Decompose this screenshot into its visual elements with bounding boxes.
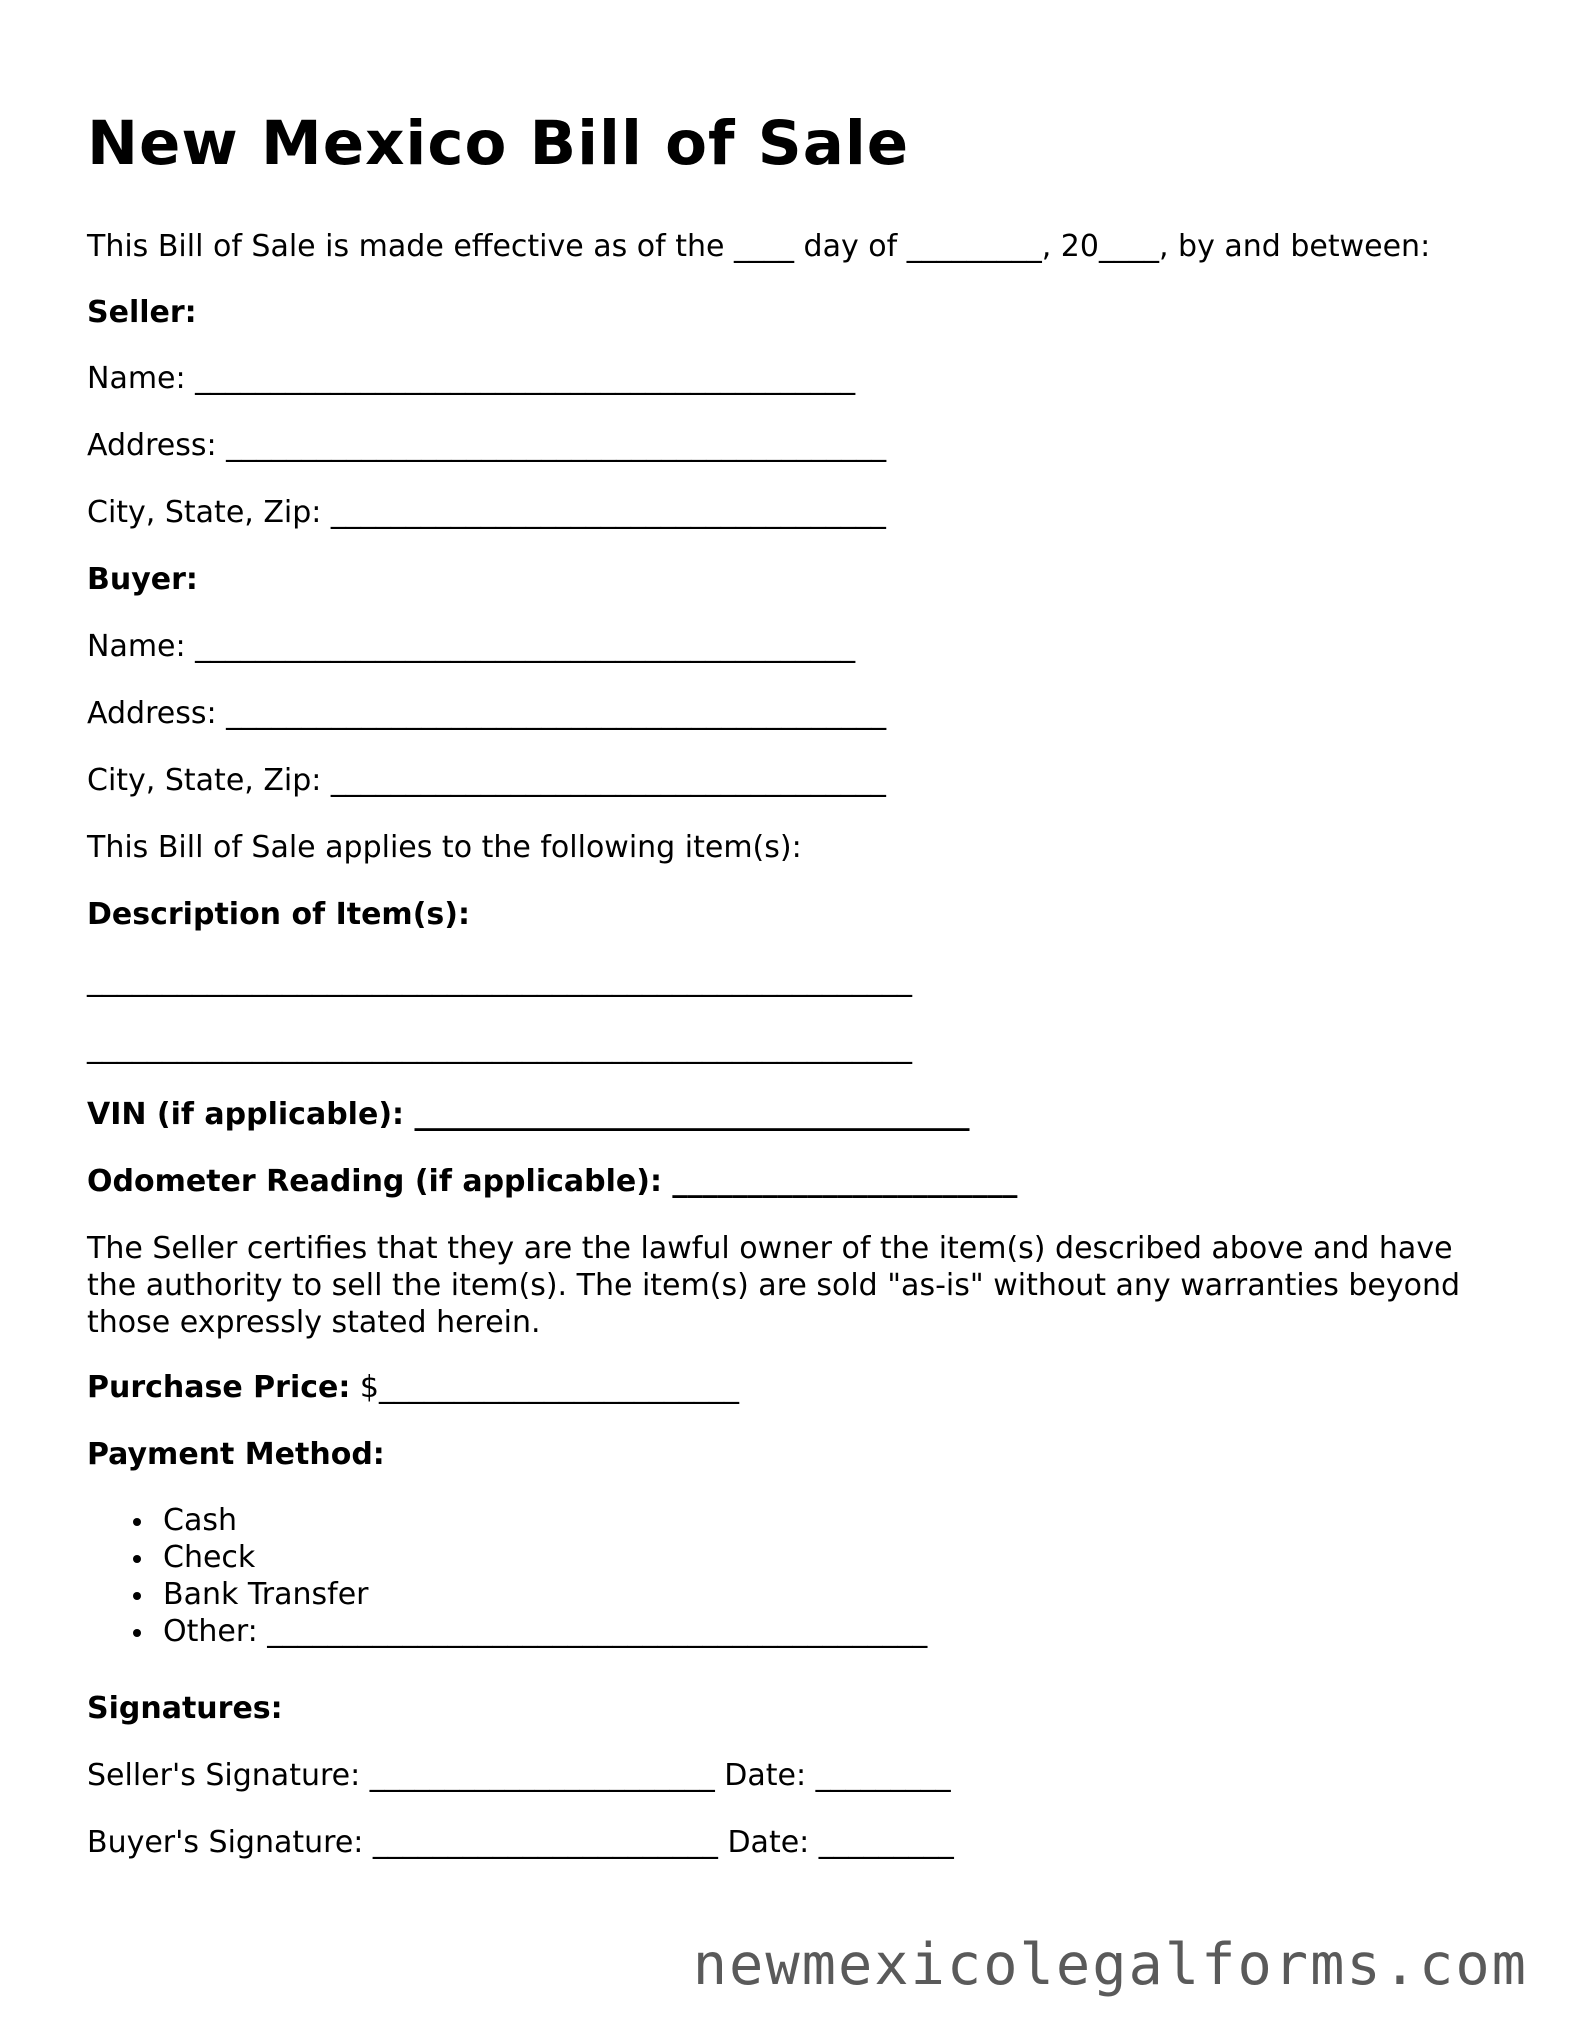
- description-heading: Description of Item(s):: [87, 897, 470, 932]
- seller-city-state-zip-field: City, State, Zip: _____________________________________: [87, 495, 886, 530]
- description-line-1: _______________________________________________________: [87, 963, 912, 998]
- document-title: New Mexico Bill of Sale: [87, 108, 910, 179]
- description-line-2: _______________________________________________________: [87, 1030, 912, 1065]
- buyer-name-field: Name: ____________________________________________: [87, 629, 856, 664]
- applies-to-text: This Bill of Sale applies to the following item(s):: [87, 830, 802, 865]
- buyer-address-field: Address: ____________________________________________: [87, 696, 887, 731]
- certification-paragraph: The Seller certifies that they are the lawful owner of the item(s) described above and have the authority to sell the item(s). The item(s) are sold "as-is" without any warranties beyond those expressly stated herein.: [87, 1231, 1461, 1340]
- buyer-heading: Buyer:: [87, 562, 198, 597]
- purchase-price-value: $________________________: [350, 1370, 739, 1405]
- signatures-heading: Signatures:: [87, 1691, 283, 1726]
- payment-option-check: Check: [163, 1539, 927, 1576]
- seller-heading: Seller:: [87, 295, 197, 330]
- buyer-city-state-zip-field: City, State, Zip: _____________________________________: [87, 763, 886, 798]
- effective-date-line: This Bill of Sale is made effective as of the ____ day of _________, 20____, by and between:: [87, 229, 1431, 264]
- buyer-signature-line: Buyer's Signature: _______________________ Date: _________: [87, 1825, 954, 1860]
- seller-address-field: Address: ____________________________________________: [87, 428, 887, 463]
- purchase-price-label: Purchase Price:: [87, 1370, 351, 1405]
- purchase-price-field: [87, 1369, 739, 1406]
- odometer-field: Odometer Reading (if applicable): _______________________: [87, 1164, 1018, 1199]
- payment-option-cash: Cash: [163, 1502, 927, 1539]
- payment-option-other: Other: ____________________________________________: [163, 1614, 928, 1649]
- seller-name-field: Name: ____________________________________________: [87, 361, 856, 396]
- seller-signature-line: Seller's Signature: _______________________ Date: _________: [87, 1758, 951, 1793]
- site-watermark: newmexicolegalforms.com: [692, 1932, 1528, 1998]
- payment-method-list: [87, 1502, 927, 1650]
- payment-option-bank-transfer: Bank Transfer: [163, 1576, 927, 1613]
- payment-method-heading: Payment Method:: [87, 1437, 385, 1472]
- vin-field: VIN (if applicable): _____________________________________: [87, 1097, 970, 1132]
